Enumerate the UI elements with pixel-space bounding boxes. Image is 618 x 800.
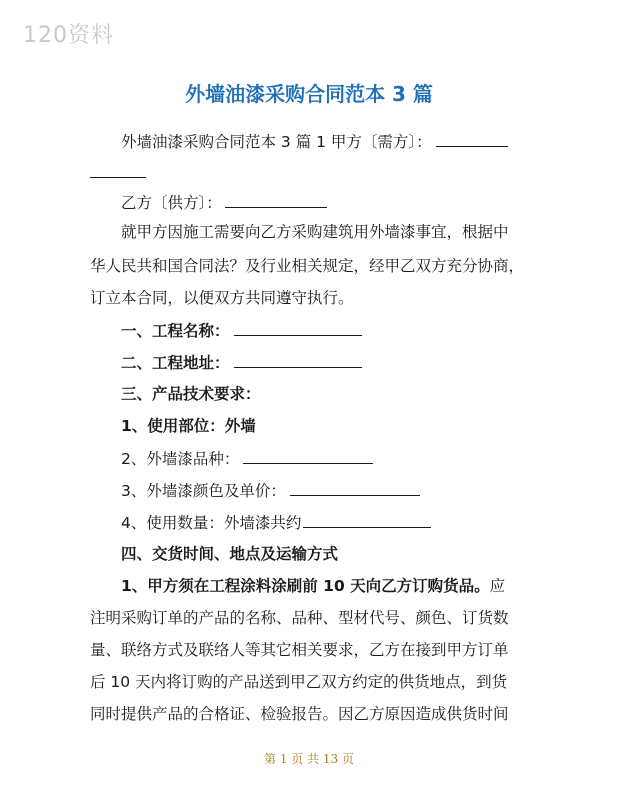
paragraph-line: 后 10 天内将订购的产品送到甲乙双方约定的供货地点，到货	[90, 673, 508, 691]
paint-type-label: 2、外墙漆品种：	[121, 450, 240, 468]
paint-color-label: 3、外墙漆颜色及单价：	[121, 482, 286, 500]
paragraph-line	[121, 192, 327, 213]
party-b-blank	[225, 192, 327, 208]
project-address-blank	[234, 352, 362, 368]
paint-type-blank	[243, 448, 373, 464]
section-item	[121, 480, 420, 501]
section-item	[121, 512, 431, 533]
watermark: 120资料	[23, 23, 114, 48]
paragraph-line: 注明采购订单的产品的名称、品种、型材代号、颜色、订货数	[90, 609, 509, 627]
party-a-label: 外墙油漆采购合同范本 3 篇 1 甲方〔需方〕：	[121, 133, 432, 151]
section-heading	[121, 352, 362, 373]
section-heading: 三、产品技术要求：	[121, 385, 261, 403]
paragraph-line: 订立本合同，以便双方共同遵守执行。	[90, 289, 354, 307]
paragraph-line	[121, 576, 505, 596]
party-a-blank	[436, 131, 508, 147]
paint-color-blank	[290, 480, 420, 496]
section-item: 1、使用部位：外墙	[121, 417, 256, 435]
project-address-label: 二、工程地址：	[121, 354, 230, 372]
section-heading: 四、交货时间、地点及运输方式	[121, 545, 339, 563]
quantity-blank	[303, 512, 431, 528]
document-title: 外墙油漆采购合同范本 3 篇	[185, 82, 433, 106]
party-a-blank-cont	[90, 162, 146, 178]
page-footer: 第 1 页 共 13 页	[264, 752, 354, 766]
paragraph-line: 同时提供产品的合格证、检验报告。因乙方原因造成供货时间	[90, 705, 509, 723]
paragraph-line: 就甲方因施工需要向乙方采购建筑用外墙漆事宜，根据中	[121, 223, 509, 241]
section-item	[121, 448, 373, 469]
quantity-label: 4、使用数量：外墙漆共约	[121, 514, 302, 532]
paragraph-line: 华人民共和国合同法？及行业相关规定，经甲乙双方充分协商，	[90, 257, 525, 275]
paragraph-line: 量、联络方式及联络人等其它相关要求，乙方在接到甲方订单	[90, 641, 509, 659]
project-name-blank	[234, 320, 362, 336]
paragraph-line	[90, 162, 146, 183]
paragraph-line	[121, 131, 508, 152]
delivery-clause-rest: 应	[489, 577, 506, 595]
delivery-clause-bold: 1、甲方须在工程涂料涂刷前 10 天向乙方订购货品。	[121, 577, 490, 595]
section-heading	[121, 320, 362, 341]
project-name-label: 一、工程名称：	[121, 322, 230, 340]
party-b-label: 乙方〔供方〕：	[121, 194, 222, 212]
